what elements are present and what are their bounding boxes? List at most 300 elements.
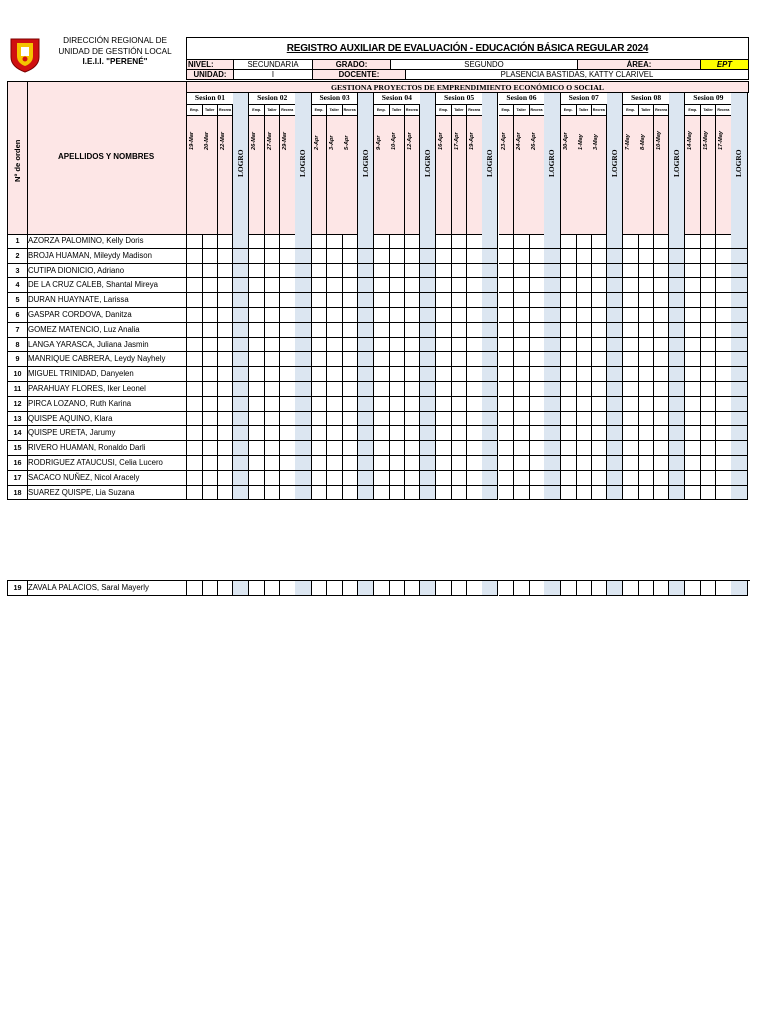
- logro-cell[interactable]: [295, 486, 311, 501]
- grade-cell[interactable]: [436, 397, 452, 412]
- grade-cell[interactable]: [638, 323, 654, 338]
- logro-cell[interactable]: [233, 581, 249, 596]
- grade-cell[interactable]: [280, 323, 296, 338]
- grade-cell[interactable]: [529, 293, 545, 308]
- logro-cell[interactable]: [482, 293, 498, 308]
- logro-cell[interactable]: [669, 308, 685, 323]
- grade-cell[interactable]: [638, 264, 654, 279]
- grade-cell[interactable]: [374, 352, 390, 367]
- grade-cell[interactable]: [405, 264, 421, 279]
- logro-cell[interactable]: [295, 397, 311, 412]
- grade-cell[interactable]: [529, 397, 545, 412]
- grade-cell[interactable]: [312, 397, 328, 412]
- grade-cell[interactable]: [701, 367, 717, 382]
- grade-cell[interactable]: [654, 441, 670, 456]
- grade-cell[interactable]: [249, 367, 265, 382]
- grade-cell[interactable]: [265, 308, 281, 323]
- logro-cell[interactable]: [607, 367, 623, 382]
- grade-cell[interactable]: [265, 397, 281, 412]
- grade-cell[interactable]: [202, 234, 218, 249]
- grade-cell[interactable]: [576, 352, 592, 367]
- grade-cell[interactable]: [280, 456, 296, 471]
- logro-cell[interactable]: [358, 456, 374, 471]
- grade-cell[interactable]: [467, 486, 483, 501]
- grade-cell[interactable]: [389, 278, 405, 293]
- grade-cell[interactable]: [389, 486, 405, 501]
- grade-cell[interactable]: [561, 293, 577, 308]
- logro-cell[interactable]: [295, 264, 311, 279]
- grade-cell[interactable]: [342, 308, 358, 323]
- logro-cell[interactable]: [544, 412, 560, 427]
- grade-cell[interactable]: [654, 382, 670, 397]
- grade-cell[interactable]: [685, 234, 701, 249]
- grade-cell[interactable]: [467, 412, 483, 427]
- grade-cell[interactable]: [249, 278, 265, 293]
- grade-cell[interactable]: [389, 264, 405, 279]
- grade-cell[interactable]: [312, 456, 328, 471]
- grade-cell[interactable]: [218, 264, 234, 279]
- grade-cell[interactable]: [701, 412, 717, 427]
- logro-cell[interactable]: [233, 397, 249, 412]
- grade-cell[interactable]: [638, 382, 654, 397]
- logro-cell[interactable]: [731, 581, 747, 596]
- grade-cell[interactable]: [342, 323, 358, 338]
- logro-cell[interactable]: [295, 471, 311, 486]
- grade-cell[interactable]: [499, 426, 515, 441]
- grade-cell[interactable]: [374, 441, 390, 456]
- logro-cell[interactable]: [731, 352, 747, 367]
- grade-cell[interactable]: [342, 471, 358, 486]
- grade-cell[interactable]: [576, 397, 592, 412]
- grade-cell[interactable]: [280, 234, 296, 249]
- grade-cell[interactable]: [576, 278, 592, 293]
- logro-cell[interactable]: [295, 308, 311, 323]
- grade-cell[interactable]: [591, 456, 607, 471]
- grade-cell[interactable]: [265, 323, 281, 338]
- grade-cell[interactable]: [218, 581, 234, 596]
- grade-cell[interactable]: [389, 441, 405, 456]
- grade-cell[interactable]: [265, 486, 281, 501]
- logro-cell[interactable]: [420, 338, 436, 353]
- grade-cell[interactable]: [685, 308, 701, 323]
- grade-cell[interactable]: [514, 323, 530, 338]
- logro-cell[interactable]: [482, 338, 498, 353]
- grade-cell[interactable]: [576, 441, 592, 456]
- grade-cell[interactable]: [576, 471, 592, 486]
- grade-cell[interactable]: [436, 249, 452, 264]
- grade-cell[interactable]: [436, 338, 452, 353]
- grade-cell[interactable]: [436, 293, 452, 308]
- logro-cell[interactable]: [544, 471, 560, 486]
- grade-cell[interactable]: [654, 264, 670, 279]
- logro-cell[interactable]: [607, 352, 623, 367]
- grade-cell[interactable]: [218, 249, 234, 264]
- grade-cell[interactable]: [452, 397, 468, 412]
- logro-cell[interactable]: [731, 323, 747, 338]
- grade-cell[interactable]: [389, 471, 405, 486]
- grade-cell[interactable]: [452, 308, 468, 323]
- grade-cell[interactable]: [452, 486, 468, 501]
- grade-cell[interactable]: [529, 352, 545, 367]
- grade-cell[interactable]: [405, 456, 421, 471]
- grade-cell[interactable]: [701, 338, 717, 353]
- grade-cell[interactable]: [389, 293, 405, 308]
- logro-cell[interactable]: [233, 264, 249, 279]
- grade-cell[interactable]: [467, 278, 483, 293]
- grade-cell[interactable]: [218, 397, 234, 412]
- grade-cell[interactable]: [638, 471, 654, 486]
- grade-cell[interactable]: [654, 456, 670, 471]
- grade-cell[interactable]: [405, 234, 421, 249]
- logro-cell[interactable]: [420, 456, 436, 471]
- logro-cell[interactable]: [358, 441, 374, 456]
- grade-cell[interactable]: [312, 581, 328, 596]
- grade-cell[interactable]: [389, 323, 405, 338]
- grade-cell[interactable]: [280, 486, 296, 501]
- grade-cell[interactable]: [312, 412, 328, 427]
- grade-cell[interactable]: [716, 441, 732, 456]
- grade-cell[interactable]: [514, 264, 530, 279]
- grade-cell[interactable]: [623, 581, 639, 596]
- grade-cell[interactable]: [374, 471, 390, 486]
- logro-cell[interactable]: [669, 486, 685, 501]
- logro-cell[interactable]: [233, 456, 249, 471]
- grade-cell[interactable]: [187, 426, 203, 441]
- grade-cell[interactable]: [452, 382, 468, 397]
- grade-cell[interactable]: [591, 367, 607, 382]
- grade-cell[interactable]: [514, 249, 530, 264]
- grade-cell[interactable]: [249, 412, 265, 427]
- logro-cell[interactable]: [544, 264, 560, 279]
- logro-cell[interactable]: [482, 278, 498, 293]
- logro-cell[interactable]: [233, 338, 249, 353]
- logro-cell[interactable]: [731, 338, 747, 353]
- grade-cell[interactable]: [701, 456, 717, 471]
- grade-cell[interactable]: [389, 382, 405, 397]
- logro-cell[interactable]: [731, 471, 747, 486]
- logro-cell[interactable]: [233, 441, 249, 456]
- logro-cell[interactable]: [420, 412, 436, 427]
- grade-cell[interactable]: [327, 234, 343, 249]
- grade-cell[interactable]: [452, 323, 468, 338]
- grade-cell[interactable]: [514, 412, 530, 427]
- grade-cell[interactable]: [187, 412, 203, 427]
- grade-cell[interactable]: [623, 471, 639, 486]
- logro-cell[interactable]: [358, 338, 374, 353]
- logro-cell[interactable]: [482, 456, 498, 471]
- grade-cell[interactable]: [467, 293, 483, 308]
- grade-cell[interactable]: [265, 426, 281, 441]
- grade-cell[interactable]: [312, 486, 328, 501]
- grade-cell[interactable]: [576, 264, 592, 279]
- grade-cell[interactable]: [342, 293, 358, 308]
- grade-cell[interactable]: [701, 352, 717, 367]
- grade-cell[interactable]: [280, 471, 296, 486]
- grade-cell[interactable]: [405, 323, 421, 338]
- logro-cell[interactable]: [358, 397, 374, 412]
- logro-cell[interactable]: [544, 426, 560, 441]
- grade-cell[interactable]: [405, 352, 421, 367]
- grade-cell[interactable]: [265, 278, 281, 293]
- grade-cell[interactable]: [701, 581, 717, 596]
- logro-cell[interactable]: [482, 382, 498, 397]
- grade-cell[interactable]: [342, 264, 358, 279]
- logro-cell[interactable]: [669, 278, 685, 293]
- logro-cell[interactable]: [358, 367, 374, 382]
- grade-cell[interactable]: [716, 308, 732, 323]
- logro-cell[interactable]: [607, 308, 623, 323]
- grade-cell[interactable]: [623, 308, 639, 323]
- grade-cell[interactable]: [499, 323, 515, 338]
- grade-cell[interactable]: [280, 426, 296, 441]
- grade-cell[interactable]: [452, 441, 468, 456]
- grade-cell[interactable]: [591, 249, 607, 264]
- grade-cell[interactable]: [249, 308, 265, 323]
- grade-cell[interactable]: [561, 338, 577, 353]
- grade-cell[interactable]: [716, 323, 732, 338]
- logro-cell[interactable]: [233, 293, 249, 308]
- logro-cell[interactable]: [420, 264, 436, 279]
- grade-cell[interactable]: [327, 278, 343, 293]
- grade-cell[interactable]: [202, 441, 218, 456]
- grade-cell[interactable]: [576, 382, 592, 397]
- grade-cell[interactable]: [716, 581, 732, 596]
- logro-cell[interactable]: [420, 352, 436, 367]
- grade-cell[interactable]: [312, 367, 328, 382]
- grade-cell[interactable]: [499, 581, 515, 596]
- grade-cell[interactable]: [576, 426, 592, 441]
- grade-cell[interactable]: [561, 412, 577, 427]
- grade-cell[interactable]: [187, 264, 203, 279]
- grade-cell[interactable]: [452, 352, 468, 367]
- grade-cell[interactable]: [187, 382, 203, 397]
- grade-cell[interactable]: [327, 308, 343, 323]
- grade-cell[interactable]: [467, 441, 483, 456]
- grade-cell[interactable]: [452, 264, 468, 279]
- grade-cell[interactable]: [405, 367, 421, 382]
- grade-cell[interactable]: [576, 367, 592, 382]
- grade-cell[interactable]: [514, 486, 530, 501]
- grade-cell[interactable]: [514, 308, 530, 323]
- grade-cell[interactable]: [561, 308, 577, 323]
- grade-cell[interactable]: [374, 367, 390, 382]
- grade-cell[interactable]: [529, 308, 545, 323]
- grade-cell[interactable]: [685, 581, 701, 596]
- grade-cell[interactable]: [467, 397, 483, 412]
- logro-cell[interactable]: [358, 352, 374, 367]
- grade-cell[interactable]: [452, 367, 468, 382]
- grade-cell[interactable]: [249, 581, 265, 596]
- logro-cell[interactable]: [420, 278, 436, 293]
- logro-cell[interactable]: [731, 486, 747, 501]
- grade-cell[interactable]: [374, 323, 390, 338]
- grade-cell[interactable]: [591, 426, 607, 441]
- grade-cell[interactable]: [716, 367, 732, 382]
- logro-cell[interactable]: [731, 278, 747, 293]
- grade-cell[interactable]: [716, 397, 732, 412]
- grade-cell[interactable]: [202, 338, 218, 353]
- grade-cell[interactable]: [187, 308, 203, 323]
- grade-cell[interactable]: [218, 456, 234, 471]
- logro-cell[interactable]: [295, 293, 311, 308]
- logro-cell[interactable]: [607, 456, 623, 471]
- grade-cell[interactable]: [374, 234, 390, 249]
- logro-cell[interactable]: [731, 441, 747, 456]
- grade-cell[interactable]: [202, 412, 218, 427]
- grade-cell[interactable]: [389, 426, 405, 441]
- logro-cell[interactable]: [607, 293, 623, 308]
- grade-cell[interactable]: [654, 293, 670, 308]
- grade-cell[interactable]: [499, 456, 515, 471]
- logro-cell[interactable]: [233, 249, 249, 264]
- logro-cell[interactable]: [420, 426, 436, 441]
- grade-cell[interactable]: [499, 412, 515, 427]
- logro-cell[interactable]: [607, 338, 623, 353]
- grade-cell[interactable]: [389, 249, 405, 264]
- grade-cell[interactable]: [591, 581, 607, 596]
- grade-cell[interactable]: [467, 456, 483, 471]
- grade-cell[interactable]: [327, 397, 343, 412]
- grade-cell[interactable]: [561, 486, 577, 501]
- grade-cell[interactable]: [389, 308, 405, 323]
- logro-cell[interactable]: [669, 426, 685, 441]
- grade-cell[interactable]: [187, 471, 203, 486]
- grade-cell[interactable]: [591, 278, 607, 293]
- grade-cell[interactable]: [265, 338, 281, 353]
- grade-cell[interactable]: [452, 293, 468, 308]
- grade-cell[interactable]: [638, 278, 654, 293]
- grade-cell[interactable]: [436, 234, 452, 249]
- logro-cell[interactable]: [233, 323, 249, 338]
- grade-cell[interactable]: [265, 441, 281, 456]
- grade-cell[interactable]: [374, 486, 390, 501]
- logro-cell[interactable]: [544, 441, 560, 456]
- grade-cell[interactable]: [701, 308, 717, 323]
- grade-cell[interactable]: [280, 412, 296, 427]
- grade-cell[interactable]: [202, 367, 218, 382]
- grade-cell[interactable]: [265, 249, 281, 264]
- grade-cell[interactable]: [374, 456, 390, 471]
- logro-cell[interactable]: [607, 581, 623, 596]
- grade-cell[interactable]: [265, 382, 281, 397]
- logro-cell[interactable]: [233, 382, 249, 397]
- grade-cell[interactable]: [249, 471, 265, 486]
- grade-cell[interactable]: [499, 338, 515, 353]
- grade-cell[interactable]: [218, 338, 234, 353]
- grade-cell[interactable]: [716, 278, 732, 293]
- grade-cell[interactable]: [187, 338, 203, 353]
- grade-cell[interactable]: [327, 471, 343, 486]
- grade-cell[interactable]: [342, 581, 358, 596]
- grade-cell[interactable]: [249, 323, 265, 338]
- grade-cell[interactable]: [265, 471, 281, 486]
- grade-cell[interactable]: [576, 338, 592, 353]
- grade-cell[interactable]: [452, 234, 468, 249]
- grade-cell[interactable]: [685, 293, 701, 308]
- grade-cell[interactable]: [654, 308, 670, 323]
- grade-cell[interactable]: [591, 382, 607, 397]
- grade-cell[interactable]: [576, 412, 592, 427]
- grade-cell[interactable]: [312, 323, 328, 338]
- grade-cell[interactable]: [202, 352, 218, 367]
- grade-cell[interactable]: [576, 249, 592, 264]
- grade-cell[interactable]: [514, 293, 530, 308]
- grade-cell[interactable]: [623, 412, 639, 427]
- logro-cell[interactable]: [669, 352, 685, 367]
- logro-cell[interactable]: [544, 581, 560, 596]
- grade-cell[interactable]: [280, 278, 296, 293]
- grade-cell[interactable]: [265, 412, 281, 427]
- logro-cell[interactable]: [669, 456, 685, 471]
- grade-cell[interactable]: [436, 352, 452, 367]
- logro-cell[interactable]: [607, 234, 623, 249]
- grade-cell[interactable]: [576, 581, 592, 596]
- grade-cell[interactable]: [187, 278, 203, 293]
- grade-cell[interactable]: [389, 234, 405, 249]
- grade-cell[interactable]: [638, 397, 654, 412]
- logro-cell[interactable]: [544, 308, 560, 323]
- logro-cell[interactable]: [358, 382, 374, 397]
- logro-cell[interactable]: [669, 471, 685, 486]
- grade-cell[interactable]: [716, 382, 732, 397]
- grade-cell[interactable]: [623, 293, 639, 308]
- grade-cell[interactable]: [499, 471, 515, 486]
- grade-cell[interactable]: [514, 367, 530, 382]
- grade-cell[interactable]: [529, 278, 545, 293]
- logro-cell[interactable]: [731, 382, 747, 397]
- logro-cell[interactable]: [420, 397, 436, 412]
- grade-cell[interactable]: [249, 441, 265, 456]
- grade-cell[interactable]: [452, 278, 468, 293]
- logro-cell[interactable]: [295, 367, 311, 382]
- grade-cell[interactable]: [374, 249, 390, 264]
- grade-cell[interactable]: [405, 426, 421, 441]
- logro-cell[interactable]: [482, 471, 498, 486]
- grade-cell[interactable]: [265, 352, 281, 367]
- grade-cell[interactable]: [701, 323, 717, 338]
- grade-cell[interactable]: [623, 323, 639, 338]
- grade-cell[interactable]: [280, 581, 296, 596]
- grade-cell[interactable]: [638, 426, 654, 441]
- grade-cell[interactable]: [265, 456, 281, 471]
- grade-cell[interactable]: [389, 367, 405, 382]
- grade-cell[interactable]: [467, 264, 483, 279]
- logro-cell[interactable]: [731, 367, 747, 382]
- grade-cell[interactable]: [389, 456, 405, 471]
- grade-cell[interactable]: [623, 426, 639, 441]
- grade-cell[interactable]: [342, 278, 358, 293]
- grade-cell[interactable]: [202, 382, 218, 397]
- grade-cell[interactable]: [342, 456, 358, 471]
- grade-cell[interactable]: [280, 352, 296, 367]
- logro-cell[interactable]: [669, 293, 685, 308]
- grade-cell[interactable]: [685, 471, 701, 486]
- grade-cell[interactable]: [265, 234, 281, 249]
- grade-cell[interactable]: [312, 471, 328, 486]
- logro-cell[interactable]: [482, 441, 498, 456]
- grade-cell[interactable]: [436, 382, 452, 397]
- grade-cell[interactable]: [218, 486, 234, 501]
- grade-cell[interactable]: [312, 293, 328, 308]
- grade-cell[interactable]: [405, 471, 421, 486]
- grade-cell[interactable]: [638, 338, 654, 353]
- grade-cell[interactable]: [514, 426, 530, 441]
- grade-cell[interactable]: [623, 264, 639, 279]
- logro-cell[interactable]: [544, 278, 560, 293]
- grade-cell[interactable]: [202, 278, 218, 293]
- logro-cell[interactable]: [482, 249, 498, 264]
- grade-cell[interactable]: [529, 264, 545, 279]
